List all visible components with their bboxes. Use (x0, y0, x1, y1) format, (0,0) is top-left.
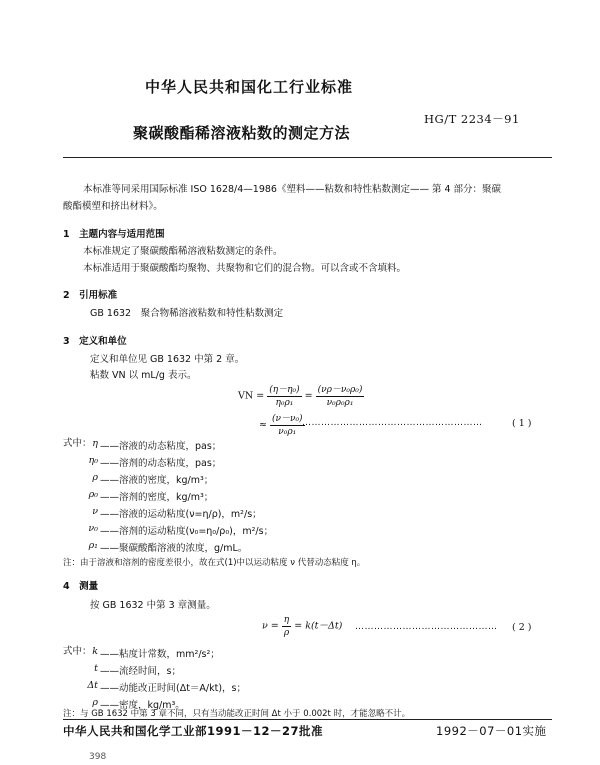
equation-1-fraction-2 (316, 384, 365, 409)
section-1-para-1: 本标准规定了聚碳酸酯稀溶液粘数测定的条件。 (83, 246, 283, 257)
section-3-where-label: 式中： (63, 438, 92, 449)
def-description: ——溶剂的运动粘度(ν₀=η₀/ρ₀)，m²/s； (100, 526, 274, 537)
def-description: ——流经时间，s； (100, 666, 181, 677)
header-rule (63, 157, 552, 158)
page-number: 398 (89, 752, 107, 762)
equation-1-approx: ≈ (259, 419, 267, 431)
def-description: ——密度，kg/m³。 (100, 700, 185, 711)
section-1-heading: 1 主题内容与适用范围 (63, 229, 165, 240)
implementation-date: 1992－07－01实施 (436, 724, 547, 738)
equation-1-line-1 (238, 384, 364, 409)
section-4-para-1: 按 GB 1632 中第 3 章测量。 (90, 600, 216, 611)
def-symbol: ν (92, 506, 98, 517)
equation-1-fraction-3 (270, 413, 305, 438)
equation-2-fraction-den: ρ (283, 628, 290, 638)
approval-statement: 中华人民共和国化学工业部1991－12－27批准 (63, 724, 324, 738)
def-description: ——溶剂的动态粘度，pas； (100, 458, 222, 469)
equation-1-fraction-3-den: ν₀ρ₁ (278, 427, 297, 437)
def-symbol: ρ₁ (88, 540, 98, 551)
intro-line-2: 酸酯模塑和挤出材料》。 (63, 201, 163, 212)
section-4-where-label: 式中： (63, 646, 92, 657)
document-title: 聚碳酸酯稀溶液粘数的测定方法 (133, 124, 351, 142)
equation-1-number: ( 1 ) (512, 418, 532, 429)
section-4-heading: 4 测量 (63, 581, 99, 592)
def-description: ——溶液的密度，kg/m³； (100, 475, 214, 486)
referenced-standard: GB 1632 聚合物稀溶液粘数和特性粘数测定 (90, 308, 284, 319)
equation-1-fraction-1 (267, 384, 301, 409)
equation-1-fraction-1-den: η₀ρ₁ (275, 398, 294, 408)
equation-1-fraction-2-num: (νρ－ν₀ρ₀) (317, 385, 363, 395)
intro-line-1: 本标准等同采用国际标准 ISO 1628/4—1986《塑料——粘数和特性粘数测定—— 第 4 部分：聚碳 (83, 184, 502, 195)
def-description: ——聚碳酸酯溶液的浓度，g/mL。 (100, 543, 248, 554)
def-description: ——溶剂的密度，kg/m³； (100, 492, 214, 503)
equation-1-fraction-1-num: (η－η₀) (269, 385, 300, 395)
equation-2-fraction-num: η (283, 615, 290, 625)
section-2-heading: 2 引用标准 (63, 290, 118, 301)
def-symbol: Δt (87, 680, 98, 691)
equation-2 (262, 614, 342, 639)
def-symbol: ρ₀ (88, 489, 98, 500)
def-symbol: ρ (92, 697, 98, 708)
footer-rule (63, 719, 552, 720)
def-description: ——溶液的动态粘度，pas； (100, 441, 222, 452)
standard-number: HG/T 2234－91 (424, 112, 520, 126)
section-3-para-1: 定义和单位见 GB 1632 中第 2 章。 (90, 354, 245, 365)
equation-1-fraction-3-num: (ν－ν₀) (272, 414, 303, 424)
section-3-note: 注：由于溶液和溶剂的密度差很小，故在式(1)中以运动粘度 ν 代替动态粘度 η。 (63, 558, 366, 568)
def-description: ——溶液的运动粘度(ν=η/ρ)，m²/s； (100, 509, 262, 520)
section-3-para-2: 粘数 VN 以 mL/g 表示。 (90, 370, 197, 381)
def-description: ——动能改正时间(Δt＝A/kt)，s； (100, 683, 247, 694)
def-symbol: η₀ (88, 455, 98, 466)
def-symbol: k (92, 646, 98, 657)
section-4-note: 注：与 GB 1632 中第 3 章不同，只有当动能改正时间 Δt 小于 0.002t 时，才能忽略不计。 (63, 709, 411, 719)
def-symbol: η (92, 438, 98, 449)
def-symbol: ν₀ (88, 523, 98, 534)
equation-1-fraction-2-den: ν₀ρ₀ρ₁ (326, 398, 354, 408)
equation-2-fraction (282, 614, 291, 639)
section-3-heading: 3 定义和单位 (63, 336, 127, 347)
issuing-authority: 中华人民共和国化工行业标准 (145, 78, 354, 96)
equation-1-line-2 (259, 413, 305, 438)
equation-2-lhs: ν = (262, 620, 279, 632)
equation-2-rhs: = k(t－Δt) (294, 620, 343, 632)
equation-2-number: ( 2 ) (512, 622, 532, 633)
section-1-para-2: 本标准适用于聚碳酸酯均聚物、共聚物和它们的混合物。可以含或不含填料。 (83, 263, 407, 274)
equation-1-leader-dots: ………………………………………………… (302, 418, 483, 428)
def-symbol: t (94, 663, 98, 674)
equation-1-lhs: VN = (238, 390, 265, 402)
def-symbol: ρ (92, 472, 98, 483)
equation-2-leader-dots: ……………………………………… (355, 622, 498, 632)
equation-1-equals: = (304, 390, 313, 402)
def-description: ——粘度计常数，mm²/s²； (100, 649, 220, 660)
